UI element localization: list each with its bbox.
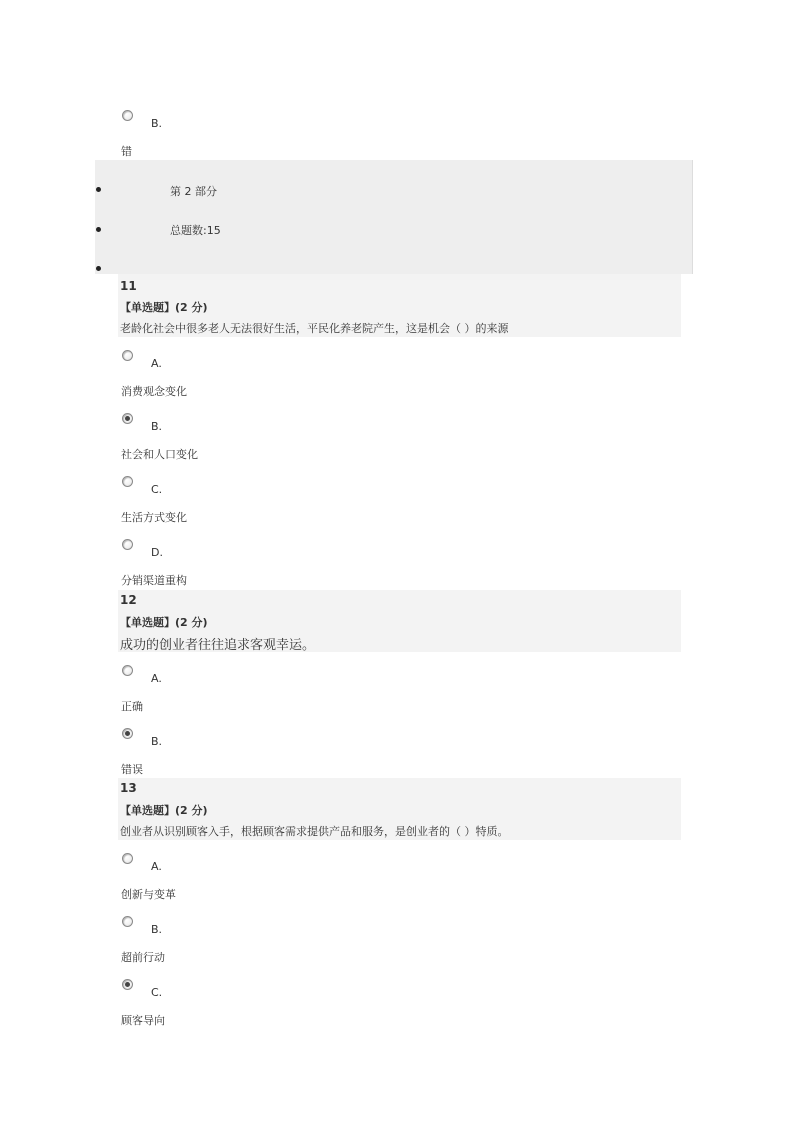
option-letter: C. [151,986,163,999]
option-letter: A. [151,860,162,873]
option-letter: A. [151,672,162,685]
section-title: 第 2 部分 [170,185,217,198]
bullet-icon [96,227,101,232]
question-number: 11 [120,279,137,293]
option-letter: B. [151,735,163,748]
option-radio[interactable] [122,476,133,487]
option-text: 生活方式变化 [121,511,187,524]
option-radio[interactable] [122,728,133,739]
option-text: 创新与变革 [121,888,176,901]
question-type: 【单选题】(2 分) [120,804,208,817]
option-radio[interactable] [122,916,133,927]
option-letter: B. [151,923,163,936]
option-letter: A. [151,357,162,370]
option-text: 社会和人口变化 [121,448,198,461]
option-radio[interactable] [122,110,133,121]
option-radio[interactable] [122,413,133,424]
option-text: 超前行动 [121,951,165,964]
option-text: 顾客导向 [121,1014,165,1027]
question-type: 【单选题】(2 分) [120,616,208,629]
option-letter: C. [151,483,163,496]
option-text: 错误 [121,763,143,776]
option-text: 错 [121,145,132,158]
option-text: 正确 [121,700,143,713]
question-number: 13 [120,781,137,795]
question-stem: 创业者从识别顾客入手，根据顾客需求提供产品和服务，是创业者的（ ）特质。 [120,825,509,838]
question-type: 【单选题】(2 分) [120,301,208,314]
option-letter: B. [151,420,163,433]
bullet-icon [96,266,101,271]
option-radio[interactable] [122,350,133,361]
option-radio[interactable] [122,979,133,990]
question-number: 12 [120,593,137,607]
question-stem: 成功的创业者往往追求客观幸运。 [120,638,316,653]
option-text: 分销渠道重构 [121,574,187,587]
section-divider [692,160,693,274]
option-radio[interactable] [122,665,133,676]
question-stem: 老龄化社会中很多老人无法很好生活，平民化养老院产生，这是机会（ ）的来源 [120,322,509,335]
section-total: 总题数:15 [170,224,221,237]
section-header [95,160,693,274]
option-radio[interactable] [122,853,133,864]
option-text: 消费观念变化 [121,385,187,398]
bullet-icon [96,187,101,192]
option-letter: B. [151,117,163,130]
option-radio[interactable] [122,539,133,550]
option-letter: D. [151,546,163,559]
